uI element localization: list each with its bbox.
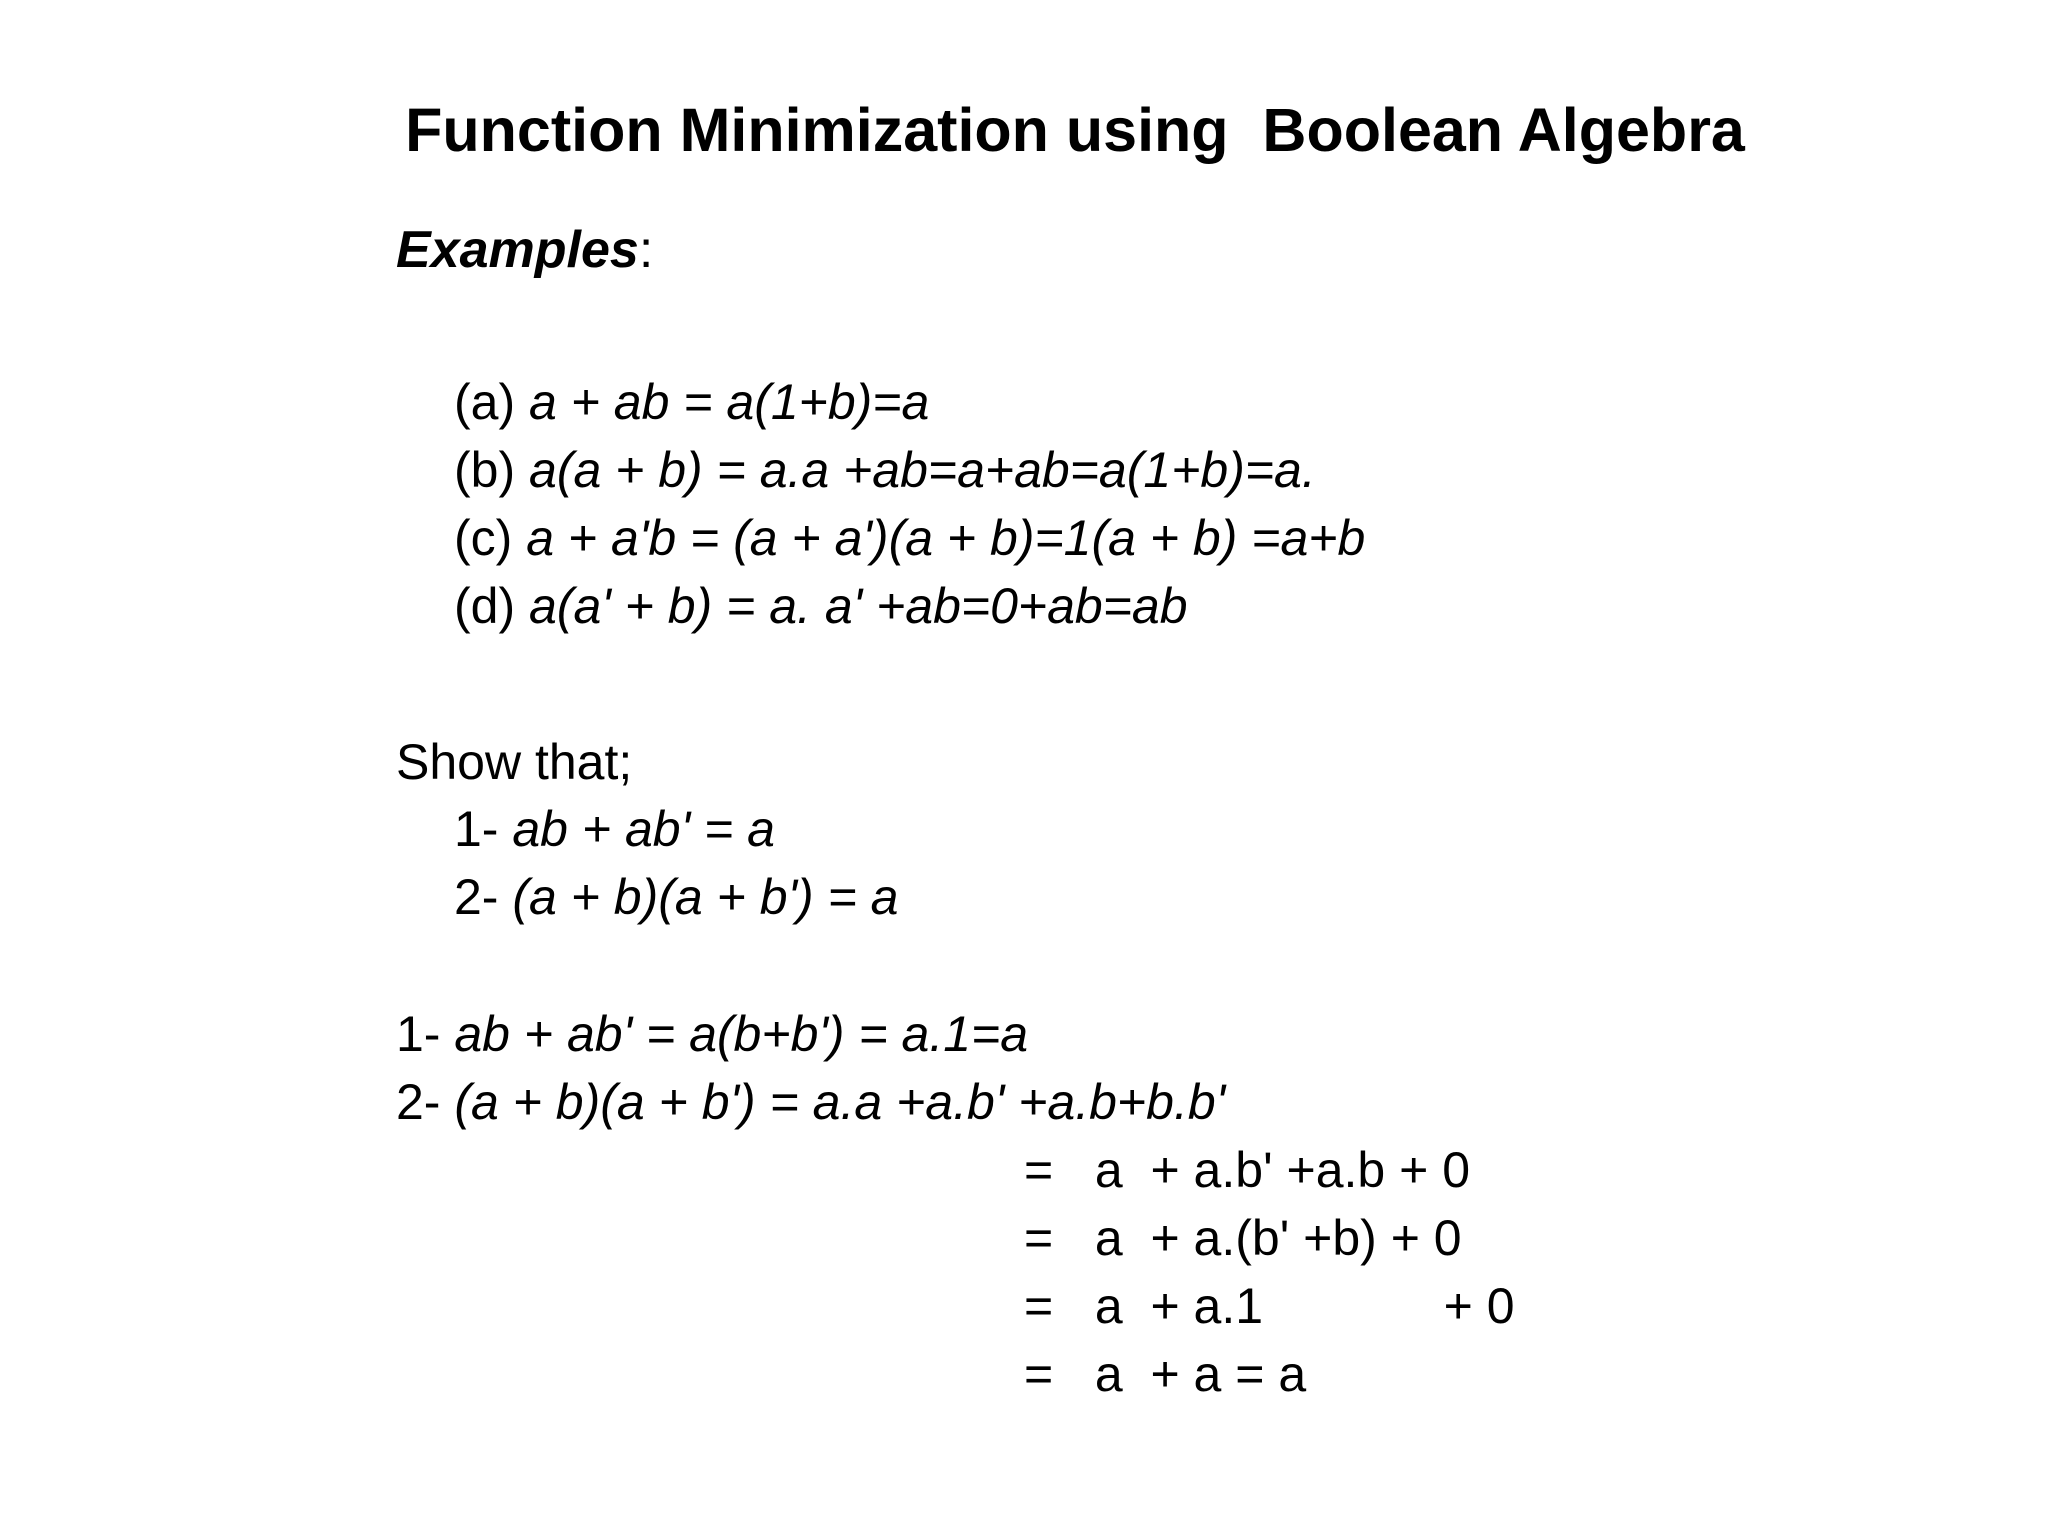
example-label: (d)	[454, 578, 529, 634]
example-c	[454, 506, 1365, 570]
page-title: Function Minimization using Boolean Algebra	[405, 96, 1745, 164]
solution-1	[396, 1002, 1028, 1066]
solution-2-step-2: = a + a.(b' +b) + 0	[1024, 1210, 1462, 1266]
example-label: (b)	[454, 442, 529, 498]
solution-expression: (a + b)(a + b') = a.a +a.b' +a.b+b.b'	[454, 1074, 1226, 1130]
problem-2	[454, 865, 899, 929]
example-d	[454, 574, 1188, 638]
solution-expression: ab + ab' = a(b+b') = a.1=a	[454, 1006, 1029, 1062]
problem-label: 2-	[454, 869, 513, 925]
problem-1	[454, 797, 775, 861]
example-expression: a + a'b = (a + a')(a + b)=1(a + b) =a+b	[526, 510, 1366, 566]
example-expression: a(a + b) = a.a +ab=a+ab=a(1+b)=a.	[529, 442, 1316, 498]
problem-label: 1-	[454, 801, 513, 857]
solution-label: 2-	[396, 1074, 455, 1130]
example-a	[454, 370, 929, 434]
problem-expression: (a + b)(a + b') = a	[512, 869, 899, 925]
solution-2-step-4: = a + a = a	[1024, 1346, 1307, 1402]
examples-heading-text: Examples	[396, 221, 639, 279]
examples-heading-colon: :	[638, 221, 654, 279]
solution-label: 1-	[396, 1006, 455, 1062]
example-label: (a)	[454, 374, 529, 430]
show-that-heading: Show that;	[396, 734, 633, 790]
problem-expression: ab + ab' = a	[512, 801, 775, 857]
example-expression: a(a' + b) = a. a' +ab=0+ab=ab	[529, 578, 1188, 634]
example-label: (c)	[454, 510, 527, 566]
example-expression: a + ab = a(1+b)=a	[529, 374, 930, 430]
example-b	[454, 438, 1316, 502]
examples-heading	[396, 218, 653, 282]
solution-2	[396, 1070, 1225, 1134]
solution-2-step-1: = a + a.b' +a.b + 0	[1024, 1142, 1470, 1198]
solution-2-step-3: = a + a.1 + 0	[1024, 1278, 1515, 1334]
